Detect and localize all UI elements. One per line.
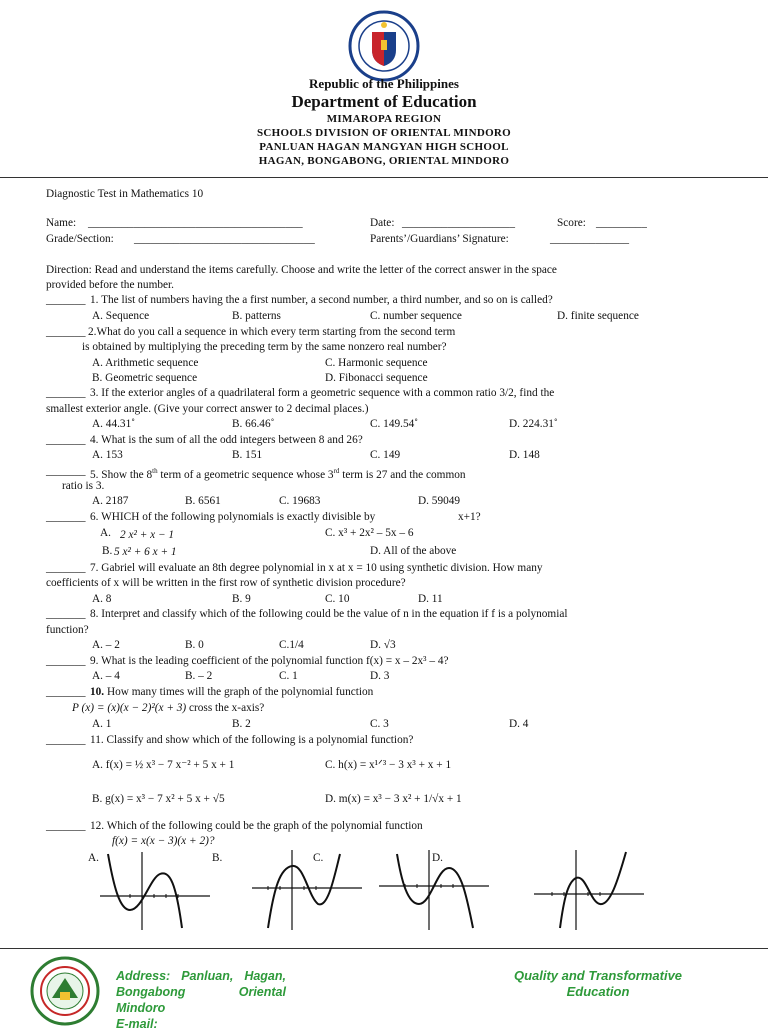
option-6b-expr: 5 x² + 6 x + 1 [114,546,177,558]
option-11b: B. g(x) = x³ − 7 x² + 5 x + √5 [92,793,225,805]
option-3c: C. 149.54˚ [370,418,419,430]
date-label: Date: [370,217,395,229]
option-7c: C. 10 [325,593,350,605]
option-10a: A. 1 [92,718,112,730]
option-2c: C. Harmonic sequence [325,357,428,369]
question-11: 11. Classify and show which of the following is a polynomial function? [90,734,414,746]
question-12-fn: f(x) = x(x − 3)(x + 2)? [112,835,215,847]
republic-label: Republic of the Philippines [309,76,459,91]
option-6a-label: A. [100,527,111,539]
question-12: 12. Which of the following could be the graph of the polynomial function [90,820,423,832]
answer-blank[interactable]: _______ [46,434,86,446]
division-label: SCHOOLS DIVISION OF ORIENTAL MINDORO [256,127,512,139]
option-2d: D. Fibonacci sequence [325,372,428,384]
question-10: 10. How many times will the graph of the polynomial function [90,686,374,698]
answer-blank[interactable]: _______ [46,655,86,667]
question-3: 3. If the exterior angles of a quadrilateral form a geometric sequence with a common ratio 3/2, find the [90,387,555,399]
option-8c: C.1/4 [279,639,304,651]
test-title: Diagnostic Test in Mathematics 10 [46,188,204,200]
option-9d: D. 3 [370,670,390,682]
question-2: 2.What do you call a sequence in which every term starting from the second term [88,326,456,338]
graph-c [375,848,493,932]
graph-b-label: B. [212,852,223,864]
question-4: 4. What is the sum of all the odd integers between 8 and 26? [90,434,363,446]
option-5a: A. 2187 [92,495,129,507]
grade-section-field[interactable]: ________________________________ [134,233,315,245]
deped-seal-icon [348,10,420,82]
answer-blank[interactable]: _______ [46,734,86,746]
name-field[interactable]: ______________________________________ [88,217,303,229]
option-10b: B. 2 [232,718,251,730]
option-6c: C. x³ + 2x² – 5x – 6 [325,527,414,539]
answer-blank[interactable]: _______ [46,465,86,477]
option-4c: C. 149 [370,449,401,461]
question-5: 5. Show the 8th term of a geometric sequence whose 3rd term is 27 and the common [90,467,466,481]
grade-section-label: Grade/Section: [46,233,114,245]
option-10c: C. 3 [370,718,389,730]
graph-b [248,848,366,932]
school-logo-icon [30,956,100,1026]
option-1c: C. number sequence [370,310,462,322]
option-1d: D. finite sequence [557,310,639,322]
answer-blank[interactable]: _______ [46,686,86,698]
option-5d: D. 59049 [418,495,461,507]
name-label: Name: [46,217,77,229]
answer-blank[interactable]: _______ [46,326,86,338]
question-6: 6. WHICH of the following polynomials is exactly divisible by [90,511,376,523]
option-7b: B. 9 [232,593,251,605]
option-4b: B. 151 [232,449,263,461]
signature-field[interactable]: ______________ [550,233,630,245]
option-6d: D. All of the above [370,545,457,557]
answer-blank[interactable]: _______ [46,562,86,574]
footer-motto: Quality and Transformative Education [513,968,683,999]
question-1: 1. The list of numbers having the a first number, a second number, a third number, and so on is called? [90,294,553,306]
option-3d: D. 224.31˚ [509,418,558,430]
graph-d [530,848,648,932]
graph-a-label: A. [88,852,99,864]
option-11c: C. h(x) = x¹ᐟ³ − 3 x³ + x + 1 [325,759,452,771]
answer-blank[interactable]: _______ [46,820,86,832]
question-2-cont: is obtained by multiplying the preceding term by the same nonzero real number? [82,341,447,353]
answer-blank[interactable]: _______ [46,387,86,399]
option-11d: D. m(x) = x³ − 3 x² + 1/√x + 1 [325,793,462,805]
question-7-cont: coefficients of x will be written in the first row of synthetic division procedure? [46,577,406,589]
location-label: HAGAN, BONGABONG, ORIENTAL MINDORO [258,155,510,167]
footer-divider [0,948,768,949]
graph-d-label: D. [432,852,443,864]
option-2b: B. Geometric sequence [92,372,198,384]
question-9: 9. What is the leading coefficient of the polynomial function f(x) = x – 2x³ – 4? [90,655,449,667]
question-3-cont: smallest exterior angle. (Give your correct answer to 2 decimal places.) [46,403,369,415]
question-10-fn: P (x) = (x)(x − 2)²(x + 3) cross the x-axis? [72,702,265,714]
option-5c: C. 19683 [279,495,321,507]
option-8b: B. 0 [185,639,204,651]
school-label: PANLUAN HAGAN MANGYAN HIGH SCHOOL [259,141,509,153]
score-field[interactable]: _________ [596,217,647,229]
department-title: Department of Education [291,92,477,111]
option-3b: B. 66.46˚ [232,418,275,430]
option-10d: D. 4 [509,718,529,730]
option-8d: D. √3 [370,639,396,651]
direction-line-2: provided before the number. [46,279,174,291]
question-8: 8. Interpret and classify which of the following could be the value of n in the equation if f is a polynomial [90,608,568,620]
question-8-cont: function? [46,624,89,636]
answer-blank[interactable]: _______ [46,294,86,306]
option-11a: A. f(x) = ½ x³ − 7 x⁻² + 5 x + 1 [92,759,235,771]
option-9b: B. – 2 [185,670,213,682]
option-9a: A. – 4 [92,670,120,682]
graph-c-label: C. [313,852,324,864]
option-4d: D. 148 [509,449,540,461]
question-6-divisor: x+1? [458,511,481,523]
answer-blank[interactable]: _______ [46,608,86,620]
option-6a-expr: 2 x² + x − 1 [120,529,175,541]
option-5b: B. 6561 [185,495,221,507]
date-field[interactable]: ____________________ [402,217,515,229]
option-8a: A. – 2 [92,639,120,651]
direction-line-1: Direction: Read and understand the items carefully. Choose and write the letter of the correct answer in the space [46,264,557,276]
option-6b-label: B. [102,545,113,557]
footer-address: Address: Panluan, Hagan, Bongabong Oriental Mindoro E-mail: [116,969,286,1031]
option-7d: D. 11 [418,593,443,605]
question-7: 7. Gabriel will evaluate an 8th degree polynomial in x at x = 10 using synthetic division. How many [90,562,543,574]
answer-blank[interactable]: _______ [46,511,86,523]
region-label: MIMAROPA REGION [326,113,442,125]
option-1b: B. patterns [232,310,281,322]
option-7a: A. 8 [92,593,112,605]
option-2a: A. Arithmetic sequence [92,357,199,369]
option-9c: C. 1 [279,670,298,682]
question-5-cont: ratio is 3. [62,480,105,492]
header-divider [0,177,768,178]
option-3a: A. 44.31˚ [92,418,135,430]
option-4a: A. 153 [92,449,123,461]
score-label: Score: [557,217,586,229]
graph-a [96,848,214,932]
signature-label: Parents’/Guardians’ Signature: [370,233,509,245]
option-1a: A. Sequence [92,310,150,322]
